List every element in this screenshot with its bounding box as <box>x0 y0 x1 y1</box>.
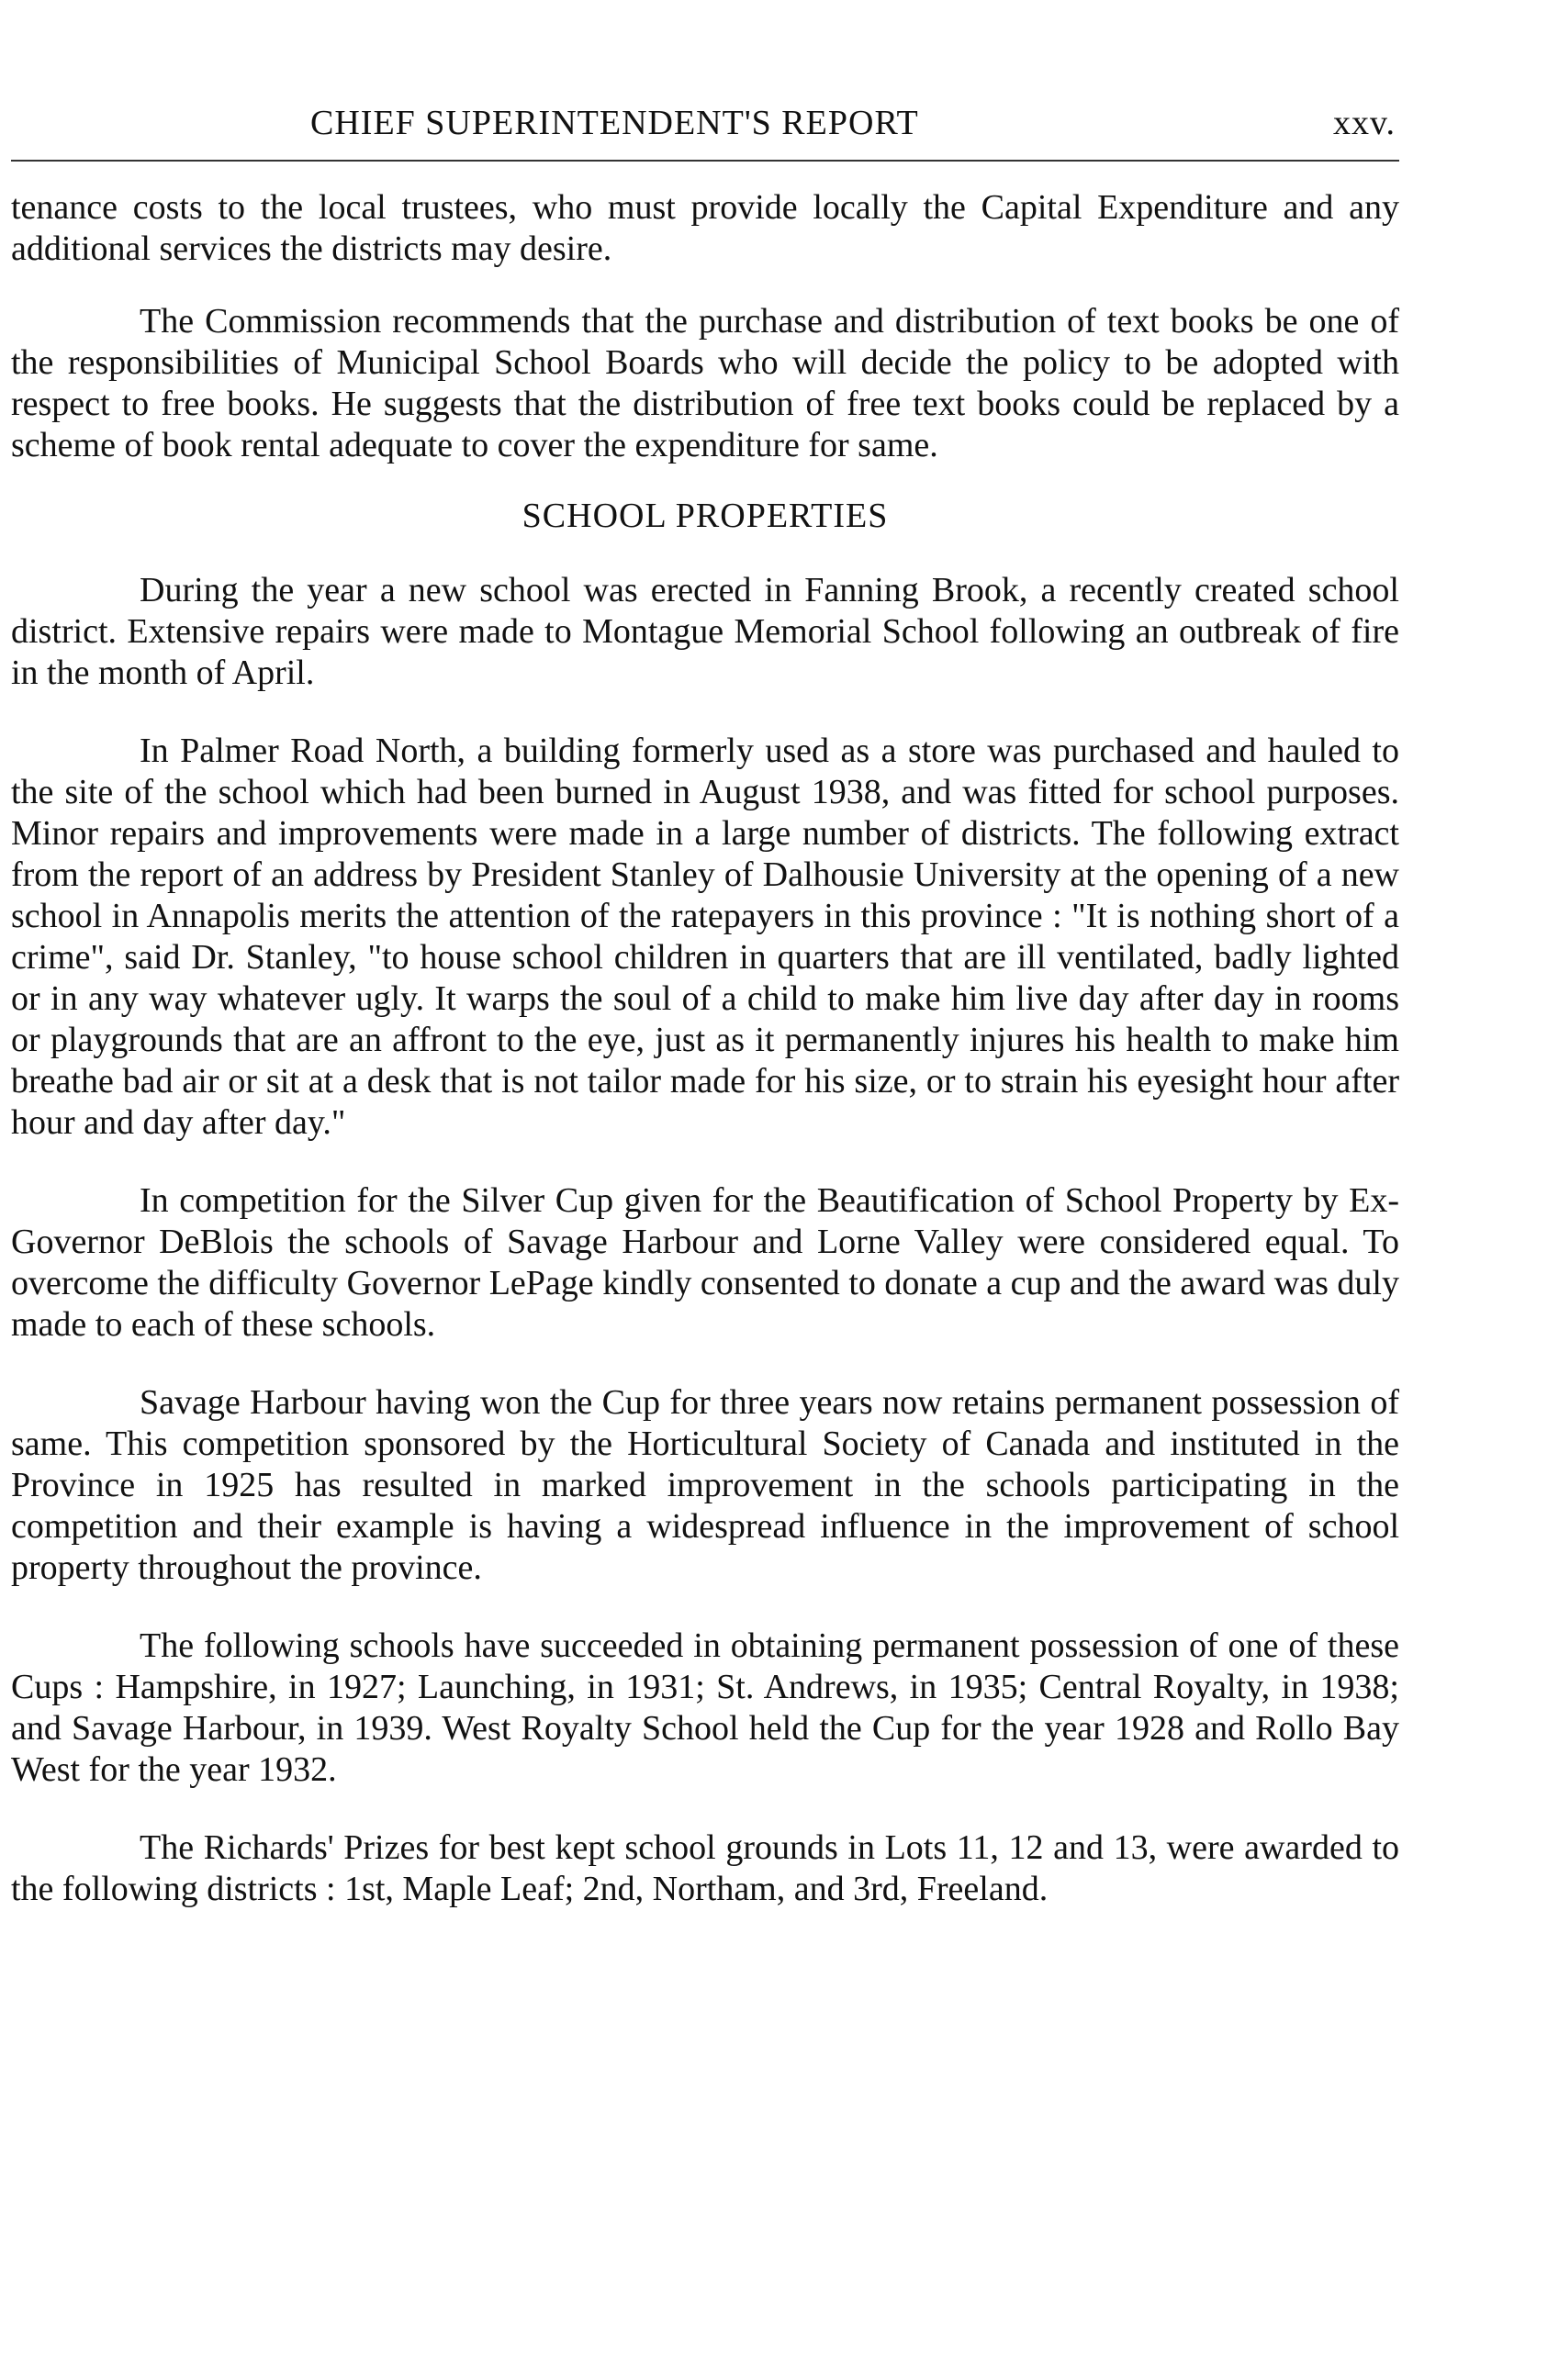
paragraph-richards-prizes: The Richards' Prizes for best kept school grounds in Lots 11, 12 and 13, were awarded to the following districts : 1st, Maple Leaf; 2nd, Northam, and 3rd, Freeland. <box>11 1828 1399 1908</box>
paragraph-new-school: During the year a new school was erected in Fanning Brook, a recently created school district. Extensive repairs were made to Montague Memorial School following an outbreak of fire in the month of April. <box>11 571 1399 692</box>
paragraph-text-books: The Commission recommends that the purchase and distribution of text books be one of the responsibilities of Municipal School Boards who will decide the policy to be adopted with respect to free books. He suggests that the distribution of free text books could be replaced by a scheme of book rental adequate to cover the expenditure for same. <box>11 302 1399 464</box>
paragraph-silver-cup: In competition for the Silver Cup given for the Beautification of School Property by Ex-Governor DeBlois the schools of Savage Harbour and Lorne Valley were considered equal. To overcome the difficulty Governor LePage kindly consented to donate a cup and the award was duly made to each of these schools. <box>11 1181 1399 1344</box>
header-rule <box>11 160 1399 162</box>
paragraph-cup-winners: The following schools have succeeded in obtaining permanent possession of one of these Cups : Hampshire, in 1927; Launching, in 1931; St. Andrews, in 1935; Central Royalty, in 1938; and Savage Harbour, in 1939. West Royalty School held the Cup for the year 1928 and Rollo Bay West for the year 1932. <box>11 1626 1399 1789</box>
page-number: xxv. <box>1332 104 1396 142</box>
paragraph-continuation: tenance costs to the local trustees, who must provide locally the Capital Expenditure and any additional services the districts may desire. <box>11 188 1399 268</box>
header-title: CHIEF SUPERINTENDENT'S REPORT <box>310 104 919 142</box>
running-header <box>11 103 1399 149</box>
section-heading: SCHOOL PROPERTIES <box>522 497 889 535</box>
paragraph-savage-harbour: Savage Harbour having won the Cup for three years now retains permanent possession of same. This competition sponsored by the Horticultural Society of Canada and instituted in the Province in 1925 has resulted in marked improvement in the schools participating in the competition and their example is having a widespread influence in the improvement of school property throughout the province. <box>11 1383 1399 1587</box>
paragraph-palmer-road: In Palmer Road North, a building formerly used as a store was purchased and hauled to the site of the school which had been burned in August 1938, and was fitted for school purposes. Minor repairs and improvements were made in a large number of districts. The following extract from the report of an address by President Stanley of Dalhousie University at the opening of a new school in Annapolis merits the attention of the ratepayers in this province : "It is nothing short of a crime", said Dr. Stanley, "to house school children in quarters that are ill ventilated, badly lighted or in any way whatever ugly. It warps the soul of a child to make him live day after day in rooms or playgrounds that are an affront to the eye, just as it permanently injures his health to make him breathe bad air or sit at a desk that is not tailor made for his size, or to strain his eyesight hour after hour and day after day." <box>11 732 1399 1142</box>
report-page <box>11 103 1399 1910</box>
